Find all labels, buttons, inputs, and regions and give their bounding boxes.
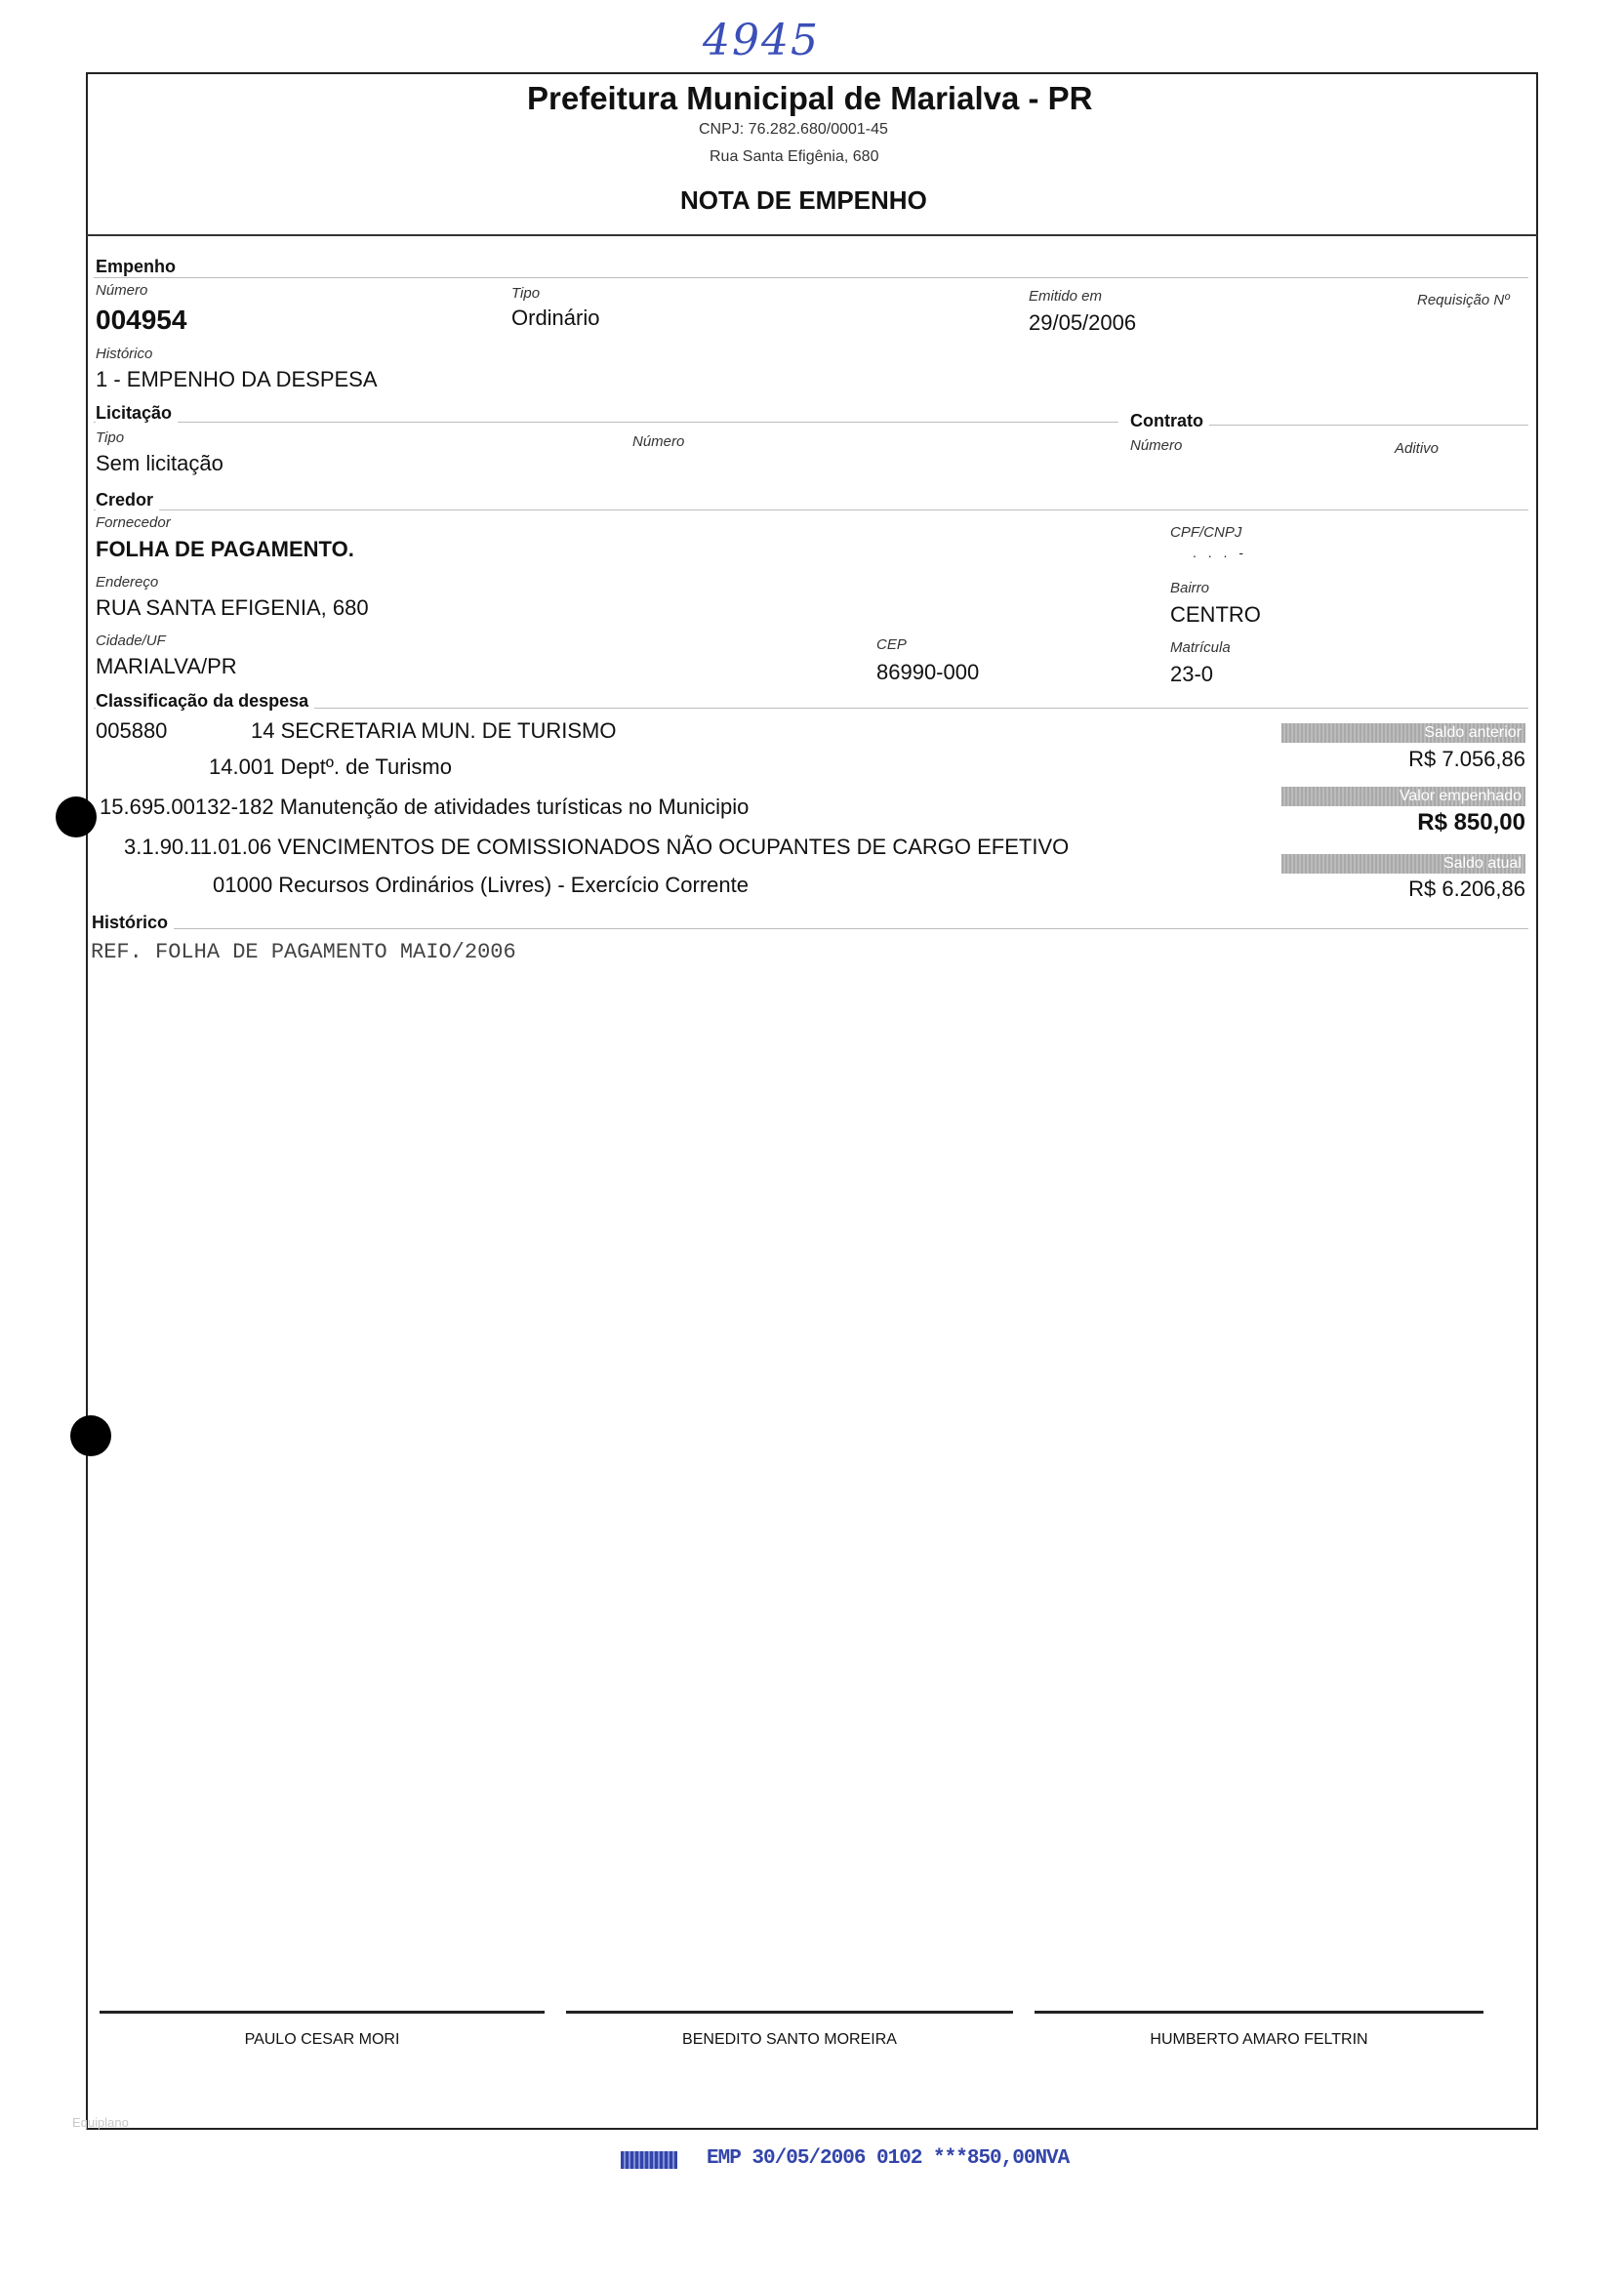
cidade-value: MARIALVA/PR [96,654,237,678]
bairro-label: Bairro [1170,580,1210,596]
valor-empenhado-label: Valor empenhado [1281,787,1525,806]
tipo-label: Tipo [511,285,541,302]
matricula-value: 23-0 [1170,662,1214,686]
signature-line-3 [1035,2011,1483,2014]
bairro-value: CENTRO [1170,602,1261,627]
page-title: Prefeitura Municipal de Marialva - PR [527,80,1093,116]
licitacao-tipo-value: Sem licitação [96,451,223,475]
signature-name-2: BENEDITO SANTO MOREIRA [682,2031,897,2048]
signature-line-2 [566,2011,1013,2014]
signature-line-1 [100,2011,545,2014]
contrato-numero-label: Número [1130,437,1183,454]
empenho-section: Empenho [96,257,182,277]
classificacao-recurso: 01000 Recursos Ordinários (Livres) - Exercício Corrente [213,873,749,897]
matricula-label: Matrícula [1170,639,1231,656]
historico-section: Histórico [92,913,174,933]
fornecedor-value: FOLHA DE PAGAMENTO. [96,537,354,561]
licitacao-rule [94,422,1118,423]
tipo-value: Ordinário [511,306,600,330]
saldo-atual-value: R$ 6.206,86 [1408,877,1525,901]
doc-title: NOTA DE EMPENHO [680,185,927,215]
classificacao-elemento: 3.1.90.11.01.06 VENCIMENTOS DE COMISSIONADOS NÃO OCUPANTES DE CARGO EFETIVO [124,835,1070,859]
address-text: Rua Santa Efigênia, 680 [710,148,879,165]
classificacao-codigo: 005880 [96,718,168,743]
cidade-label: Cidade/UF [96,632,166,649]
classificacao-section: Classificação da despesa [96,691,314,712]
punch-hole-top [56,796,97,837]
classificacao-projeto: 15.695.00132-182 Manutenção de atividades turísticas no Municipio [100,795,750,819]
licitacao-section: Licitação [96,403,178,424]
endereco-value: RUA SANTA EFIGENIA, 680 [96,595,369,620]
credor-section: Credor [96,490,159,510]
cep-label: CEP [876,636,907,653]
classificacao-orgao: 14 SECRETARIA MUN. DE TURISMO [251,718,617,743]
header-divider [86,234,1538,236]
saldo-anterior-value: R$ 7.056,86 [1408,747,1525,771]
saldo-anterior-label: Saldo anterior [1281,723,1525,743]
handwritten-number: 4945 [703,16,820,65]
cpf-value: . . . - [1193,545,1247,560]
signature-name-3: HUMBERTO AMARO FELTRIN [1150,2031,1368,2048]
emitido-label: Emitido em [1029,288,1103,305]
contrato-section: Contrato [1130,411,1209,431]
cep-value: 86990-000 [876,660,980,684]
cnpj-text: CNPJ: 76.282.680/0001-45 [699,121,888,138]
historico-label: Histórico [96,346,153,362]
emitido-value: 29/05/2006 [1029,310,1137,335]
cpf-label: CPF/CNPJ [1170,524,1242,541]
licitacao-tipo-label: Tipo [96,429,125,446]
fornecedor-label: Fornecedor [96,514,171,531]
numero-label: Número [96,282,148,299]
stamp-logo [621,2151,677,2169]
signature-name-1: PAULO CESAR MORI [244,2031,400,2048]
contrato-aditivo-label: Aditivo [1395,440,1440,457]
licitacao-numero-label: Número [632,433,685,450]
historico-text: REF. FOLHA DE PAGAMENTO MAIO/2006 [91,940,516,964]
empenho-rule [94,277,1528,278]
valor-empenhado-value: R$ 850,00 [1417,809,1525,836]
saldo-atual-label: Saldo atual [1281,854,1525,874]
historico-rule [94,928,1528,929]
punch-hole-bottom [70,1415,111,1456]
classificacao-unidade: 14.001 Deptº. de Turismo [209,755,452,779]
requisicao-label: Requisição Nº [1417,292,1510,308]
stamp-text: EMP 30/05/2006 0102 ***850,00NVA [707,2147,1070,2170]
footer-mark: Equiplano [72,2115,129,2130]
historico-value: 1 - EMPENHO DA DESPESA [96,367,378,391]
endereco-label: Endereço [96,574,159,591]
empenho-number: 004954 [96,305,187,335]
